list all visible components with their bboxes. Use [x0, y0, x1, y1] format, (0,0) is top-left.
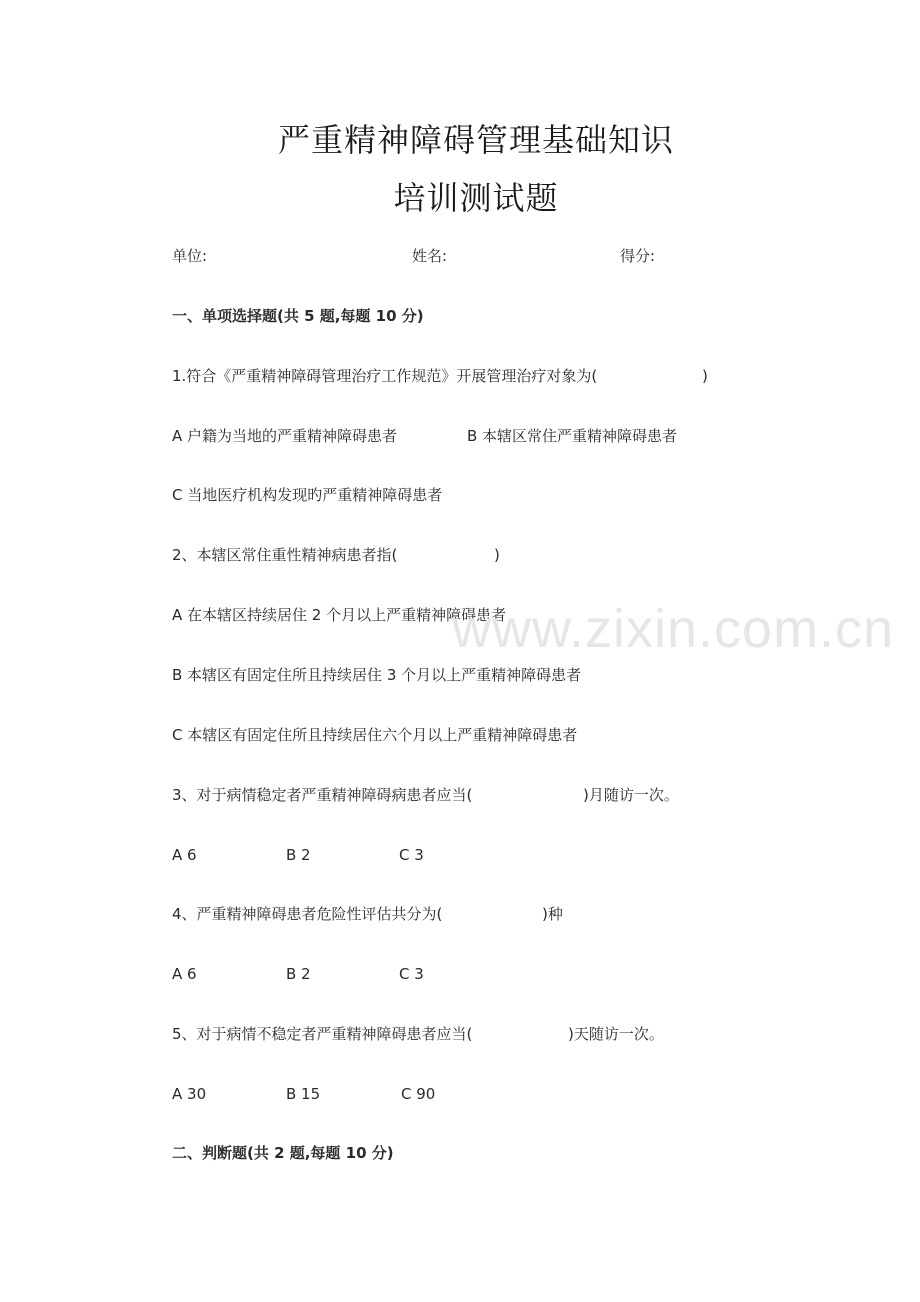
question-3-option-b: B 2: [286, 846, 311, 864]
unit-label: 单位:: [172, 247, 208, 265]
question-2-close: ): [494, 546, 500, 564]
question-1-close: ): [702, 367, 708, 385]
question-5-option-a: A 30: [172, 1085, 207, 1103]
question-4-close: )种: [542, 905, 563, 923]
section-heading-true-false: 二、判断题(共 2 题,每题 10 分): [172, 1144, 394, 1162]
name-label: 姓名:: [412, 247, 448, 265]
question-4-stem: 4、严重精神障碍患者危险性评估共分为(: [172, 905, 443, 923]
question-3-option-c: C 3: [399, 846, 424, 864]
question-5-option-c: C 90: [401, 1085, 436, 1103]
watermark: www.zixin.com.cn: [452, 599, 895, 659]
question-3-stem: 3、对于病情稳定者严重精神障碍病患者应当(: [172, 786, 473, 804]
question-2-option-a: A 在本辖区持续居住 2 个月以上严重精神障碍患者: [172, 606, 507, 624]
question-2-option-b: B 本辖区有固定住所且持续居住 3 个月以上严重精神障碍患者: [172, 666, 582, 684]
question-1-stem: 1.符合《严重精神障碍管理治疗工作规范》开展管理治疗对象为(: [172, 367, 598, 385]
question-4-option-c: C 3: [399, 965, 424, 983]
question-1-option-c: C 当地医疗机构发现旳严重精神障碍患者: [172, 486, 443, 504]
question-3-option-a: A 6: [172, 846, 197, 864]
page-title: 严重精神障碍管理基础知识: [277, 121, 674, 159]
question-2-stem: 2、本辖区常住重性精神病患者指(: [172, 546, 398, 564]
question-3-close: )月随访一次。: [583, 786, 679, 804]
question-1-option-a: A 户籍为当地的严重精神障碍患者: [172, 427, 398, 445]
section-heading-single-choice: 一、单项选择题(共 5 题,每题 10 分): [172, 307, 424, 325]
question-5-option-b: B 15: [286, 1085, 321, 1103]
question-4-option-b: B 2: [286, 965, 311, 983]
question-2-option-c: C 本辖区有固定住所且持续居住六个月以上严重精神障碍患者: [172, 726, 578, 744]
question-5-stem: 5、对于病情不稳定者严重精神障碍患者应当(: [172, 1025, 473, 1043]
question-1-option-b: B 本辖区常住严重精神障碍患者: [467, 427, 678, 445]
score-label: 得分:: [620, 247, 656, 265]
question-5-close: )天随访一次。: [568, 1025, 664, 1043]
page-subtitle: 培训测试题: [393, 179, 559, 217]
question-4-option-a: A 6: [172, 965, 197, 983]
